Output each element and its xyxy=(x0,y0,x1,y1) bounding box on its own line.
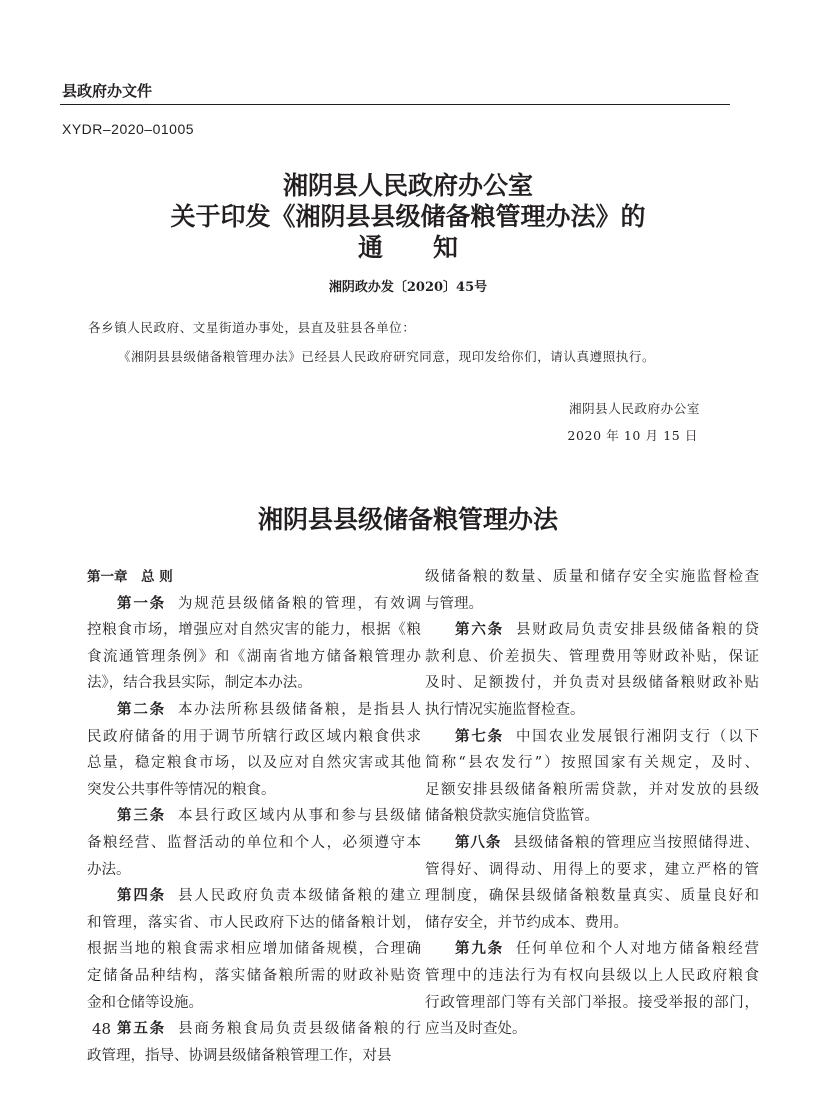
line-text: 及时、足额拨付，并负责对县级储备粮财政补贴 xyxy=(425,675,759,692)
line-text: 任何单位和个人对地方储备粮经营 xyxy=(515,941,760,958)
line-text: 管得好、调得动、用得上的要求，建立严格的管 xyxy=(425,861,759,878)
text-line xyxy=(87,644,421,671)
text-line xyxy=(87,724,421,751)
text-line xyxy=(87,750,421,777)
page-number: 48 xyxy=(92,1020,112,1038)
notice-title-line-3: 通 知 xyxy=(357,233,458,262)
text-line xyxy=(425,830,759,857)
article-paragraph xyxy=(87,803,421,883)
text-line xyxy=(425,936,759,963)
text-line xyxy=(425,910,759,937)
text-line xyxy=(87,803,421,830)
line-text: 法》，结合我县实际，制定本办法。 xyxy=(87,675,312,692)
article-paragraph xyxy=(425,936,759,1042)
line-text: 管理中的违法行为有权向县级以上人民政府粮食 xyxy=(425,967,759,984)
line-text: 与管理。 xyxy=(425,595,483,612)
text-line xyxy=(425,564,759,591)
text-line xyxy=(87,1043,421,1070)
line-text: 办法。 xyxy=(87,861,131,878)
text-line xyxy=(425,591,759,618)
article-number: 第二条 xyxy=(117,701,166,718)
text-line xyxy=(425,857,759,884)
text-line xyxy=(87,777,421,804)
line-text: 县商务粮食局负责县级储备粮的行 xyxy=(177,1021,422,1038)
text-line xyxy=(87,830,421,857)
text-line xyxy=(425,724,759,751)
line-text: 中国农业发展银行湘阴支行（以下 xyxy=(515,728,760,745)
text-line xyxy=(87,990,421,1017)
line-text: 县级储备粮的管理应当按照储得进、 xyxy=(513,834,759,851)
notice-title-line-1: 湘阴县人民政府办公室 xyxy=(282,171,533,200)
text-line xyxy=(425,670,759,697)
line-text: 储备粮贷款实施信贷监管。 xyxy=(425,808,599,825)
line-text: 理制度，确保县级储备粮数量真实、质量良好和 xyxy=(425,888,759,905)
text-line xyxy=(87,697,421,724)
text-line xyxy=(87,963,421,990)
line-text: 民政府储备的用于调节所辖行政区域内粮食供求 xyxy=(87,728,421,745)
notice-title-line-2: 关于印发《湘阴县县级储备粮管理办法》的 xyxy=(170,202,646,231)
line-text: 款利息、价差损失、管理费用等财政补贴，保证 xyxy=(425,648,759,665)
line-text: 级储备粮的数量、质量和储存安全实施监督检查 xyxy=(425,569,759,585)
line-text: 执行情况实施监督检查。 xyxy=(425,701,585,718)
line-text: 和管理，落实省、市人民政府下达的储备粮计划， xyxy=(87,914,421,931)
document-number: 湘阴政办发〔2020〕45号 xyxy=(328,280,488,295)
line-text: 应当及时查处。 xyxy=(425,1021,527,1038)
text-line xyxy=(425,883,759,910)
line-text: 为规范县级储备粮的管理，有效调 xyxy=(177,595,422,612)
text-line xyxy=(425,617,759,644)
article-paragraph xyxy=(87,591,421,697)
document-series-label: 县政府办文件 xyxy=(62,82,153,100)
text-line xyxy=(425,750,759,777)
text-line xyxy=(425,803,759,830)
text-line xyxy=(425,990,759,1017)
line-text: 储存安全，并节约成本、费用。 xyxy=(425,914,628,931)
text-line xyxy=(87,936,421,963)
line-text: 行政管理部门等有关部门举报。接受举报的部门， xyxy=(425,994,759,1011)
article-number: 第一条 xyxy=(117,595,166,612)
left-column xyxy=(87,564,421,1069)
text-line xyxy=(425,644,759,671)
header-divider xyxy=(60,104,730,105)
article-number: 第九条 xyxy=(455,941,504,958)
right-column xyxy=(425,564,759,1043)
text-line xyxy=(425,697,759,724)
text-line xyxy=(87,857,421,884)
article-paragraph xyxy=(87,1016,421,1069)
line-text: 本办法所称县级储备粮，是指县人 xyxy=(177,701,422,718)
article-number: 第七条 xyxy=(455,728,504,745)
line-text: 本县行政区域内从事和参与县级储 xyxy=(177,808,422,825)
chapter-heading: 第一章 总 则 xyxy=(87,569,173,585)
article-number: 第四条 xyxy=(117,888,166,905)
text-line xyxy=(87,617,421,644)
line-text: 控粮食市场，增强应对自然灾害的能力，根据《粮 xyxy=(87,622,421,639)
line-text: 突发公共事件等情况的粮食。 xyxy=(87,781,276,798)
text-line xyxy=(425,1016,759,1043)
signer: 湘阴县人民政府办公室 xyxy=(568,401,700,416)
article-paragraph xyxy=(425,830,759,936)
article-paragraph xyxy=(425,564,759,617)
article-paragraph xyxy=(425,617,759,723)
addressee: 各乡镇人民政府、文星街道办事处，县直及驻县各单位： xyxy=(88,320,416,335)
line-text: 足额安排县级储备粮所需贷款，并对发放的县级 xyxy=(425,781,759,798)
article-paragraph xyxy=(425,724,759,830)
line-text: 定储备品种结构，落实储备粮所需的财政补贴资 xyxy=(87,967,421,984)
text-line xyxy=(87,591,421,618)
line-text: 县人民政府负责本级储备粮的建立 xyxy=(177,888,422,905)
line-text: 简称“县农发行”）按照国家有关规定，及时、 xyxy=(425,755,759,772)
document-code: XYDR–2020–01005 xyxy=(62,121,195,137)
line-text: 政管理，指导、协调县级储备粮管理工作，对县 xyxy=(87,1047,392,1064)
article-paragraph xyxy=(87,883,421,1016)
line-text: 食流通管理条例》和《湖南省地方储备粮管理办 xyxy=(87,648,421,665)
article-number: 第六条 xyxy=(455,622,504,639)
text-line xyxy=(425,963,759,990)
article-number: 第三条 xyxy=(117,808,166,825)
line-text: 金和仓储等设施。 xyxy=(87,994,203,1011)
line-text: 备粮经营、监督活动的单位和个人，必须遵守本 xyxy=(87,834,421,851)
article-number: 第八条 xyxy=(455,834,502,851)
line-text: 县财政局负责安排县级储备粮的贷 xyxy=(515,622,760,639)
line-text: 根据当地的粮食需求相应增加储备规模，合理确 xyxy=(87,941,421,958)
text-line xyxy=(87,1016,421,1043)
article-paragraph xyxy=(87,697,421,803)
text-line xyxy=(425,777,759,804)
regulation-title: 湘阴县县级储备粮管理办法 xyxy=(257,505,558,534)
issue-date: 2020 年 10 月 15 日 xyxy=(567,428,698,443)
text-line xyxy=(87,910,421,937)
line-text: 总量，稳定粮食市场，以及应对自然灾害或其他 xyxy=(87,755,421,772)
text-line xyxy=(87,883,421,910)
text-line xyxy=(87,670,421,697)
notice-body: 《湘阴县县级储备粮管理办法》已经县人民政府研究同意，现印发给你们，请认真遵照执行。 xyxy=(118,349,656,364)
article-number: 第五条 xyxy=(117,1021,166,1038)
